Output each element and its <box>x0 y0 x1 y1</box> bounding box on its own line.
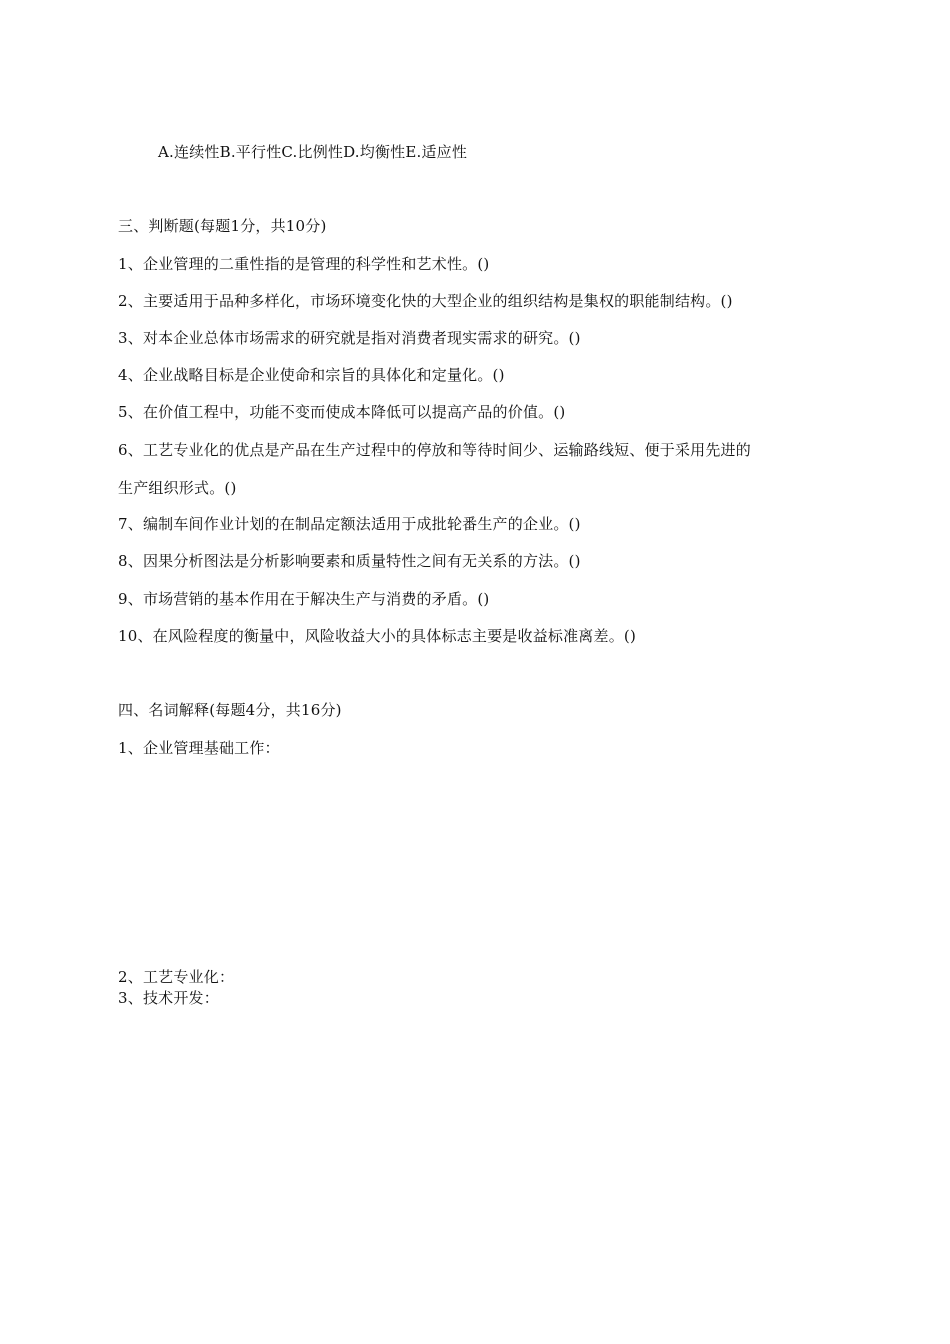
true-false-item: 9、市场营销的基本作用在于解决生产与消费的矛盾。() <box>118 590 490 608</box>
true-false-item: 2、主要适用于品种多样化，市场环境变化快的大型企业的组织结构是集权的职能制结构。() <box>118 292 733 310</box>
true-false-item: 4、企业战略目标是企业使命和宗旨的具体化和定量化。() <box>118 366 505 384</box>
true-false-item-continuation: 生产组织形式。() <box>118 479 237 497</box>
true-false-item: 3、对本企业总体市场需求的研究就是指对消费者现实需求的研究。() <box>118 329 581 347</box>
true-false-item: 1、企业管理的二重性指的是管理的科学性和艺术性。() <box>118 255 490 273</box>
term-item: 2、工艺专业化： <box>118 968 235 986</box>
true-false-item: 5、在价值工程中，功能不变而使成本降低可以提高产品的价值。() <box>118 403 566 421</box>
true-false-item: 6、工艺专业化的优点是产品在生产过程中的停放和等待时间少、运输路线短、便于采用先进的 <box>118 441 751 459</box>
true-false-item: 7、编制车间作业计划的在制品定额法适用于成批轮番生产的企业。() <box>118 515 581 533</box>
true-false-item: 10、在风险程度的衡量中，风险收益大小的具体标志主要是收益标准离差。() <box>118 627 636 645</box>
choice-options: A.连续性B.平行性C.比例性D.均衡性E.适应性 <box>158 143 468 161</box>
section-4-heading: 四、名词解释(每题4分，共16分) <box>118 701 342 719</box>
term-item: 3、技术开发： <box>118 989 219 1007</box>
section-3-heading: 三、判断题(每题1分，共10分) <box>118 217 327 235</box>
term-item: 1、企业管理基础工作： <box>118 739 280 757</box>
true-false-item: 8、因果分析图法是分析影响要素和质量特性之间有无关系的方法。() <box>118 552 581 570</box>
